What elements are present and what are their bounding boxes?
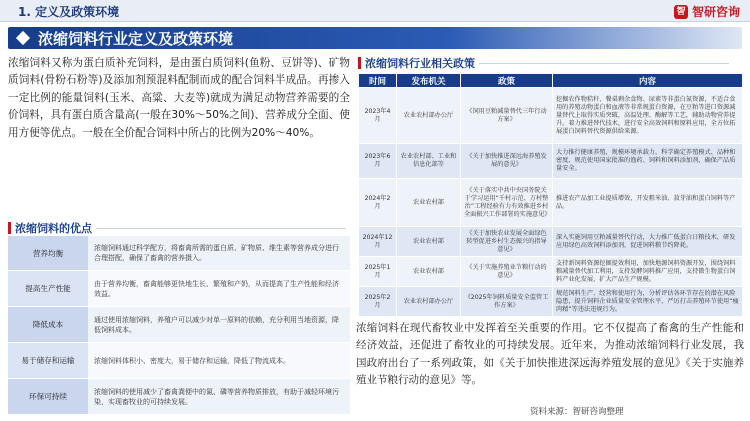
policy-name: 《2025年饲料质量安全监管工作方案》 <box>461 287 553 317</box>
advantages-table <box>8 236 350 415</box>
table-row <box>359 88 743 144</box>
intro-paragraph: 浓缩饲料又称为蛋白质补充饲料，是由蛋白质饲料(鱼粉、豆饼等)、矿物质饲料(骨粉石粉等)及添加剂预混料配制而成的配合饲料半成品。再掺入一定比例的能量饲料(玉米、高粱、大麦等)就成为满足动物营养需要的全价饲料，具有蛋白质含量高(一般在30%～50%之间)、营养成分全面、使用方便等优点。一般在全价配合饲料中所占的比例为20%～40%。 <box>8 57 350 139</box>
policy-table <box>358 73 743 317</box>
column-header-time: 时间 <box>359 74 397 88</box>
policy-time: 2023年6月 <box>359 144 397 179</box>
table-row <box>359 227 743 257</box>
heading-divider <box>479 63 729 64</box>
policy-org: 农业农村部办公厅 <box>397 88 461 144</box>
advantages-heading <box>8 220 346 236</box>
policy-org: 农业农村部 <box>397 179 461 227</box>
title-banner <box>8 27 742 49</box>
policy-heading <box>358 55 729 71</box>
policy-org: 农业农村部、工业和信息化部等 <box>397 144 461 179</box>
table-row <box>8 343 350 379</box>
table-row <box>359 257 743 287</box>
policy-org: 农业农村部 <box>397 227 461 257</box>
table-row <box>8 379 350 415</box>
policy-time: 2024年12月 <box>359 227 397 257</box>
column-header-policy: 政策 <box>461 74 553 88</box>
policy-time: 2025年1月 <box>359 257 397 287</box>
table-row <box>359 144 743 179</box>
policy-content: 规范饲料生产、经营和使用行为，分析评估各环节存在的潜在风险隐患，提升饲料企业质量安全管理水平，严厉打击养殖环节使用“瘦肉精”等违法违规行为。 <box>553 287 743 317</box>
policy-name: 《关于加快农业发展全面绿色转型促进乡村生态振兴的指导意见》 <box>461 227 553 257</box>
advantage-value: 浓缩饲料的使用减少了畜禽粪便中的氮、磷等营养物质排放，有助于减轻环境污染，实现畜牧业的可持续发展。 <box>88 379 350 414</box>
logo-text: 智研咨询 <box>691 5 740 19</box>
advantages-heading-text: 浓缩饲料的优点 <box>15 222 92 235</box>
table-row <box>359 287 743 317</box>
policy-name: 《关于实施养殖业节粮行动的意见》 <box>461 257 553 287</box>
policy-org: 农业农村部 <box>397 257 461 287</box>
brand-logo <box>674 3 740 20</box>
table-row <box>8 271 350 307</box>
heading-divider <box>96 228 346 229</box>
policy-heading-text: 浓缩饲料行业相关政策 <box>365 57 475 70</box>
advantage-key: 营养均衡 <box>8 236 88 270</box>
page-title: 浓缩饲料行业定义及政策环境 <box>38 30 234 48</box>
section-title: 1. 定义及政策环境 <box>18 5 120 19</box>
policy-time: 2025年2月 <box>359 287 397 317</box>
advantage-key: 降低成本 <box>8 307 88 342</box>
policy-name: 《关于加快推进深远海养殖发展的意见》 <box>461 144 553 179</box>
advantage-value: 由于营养均衡，畜禽能够更快地生长、繁殖和产奶，从而提高了生产性能和经济效益。 <box>88 271 350 306</box>
advantage-key: 提高生产性能 <box>8 271 88 306</box>
policy-time: 2024年2月 <box>359 179 397 227</box>
heading-marker-icon <box>8 222 11 234</box>
policy-time: 2023年4月 <box>359 88 397 144</box>
policy-content: 大力推行健康养殖，规模环境承载力，科学确定养殖模式、品种和密度，规范使用国家批准的渔药、饲料和饲料添加剂，确保产品质量安全。 <box>553 144 743 179</box>
policy-content: 推进农产品加工业提质增效，开发粗米油、菽芽油和蛋白饲料等产品。 <box>553 179 743 227</box>
conclusion-paragraph: 浓缩饲料在现代畜牧业中发挥着至关重要的作用。它不仅提高了畜禽的生产性能和经济效益，还促进了畜牧业的可持续发展。近年来，为推动浓缩饲料行业发展，我国政府出台了一系列政策，如《关于加快推进深远海养殖发展的意见》《关于实施养殖业节粮行动的意见》等。 <box>356 322 744 387</box>
advantage-value: 浓缩饲料体积小、密度大，易于储存和运输，降低了物流成本。 <box>88 343 350 378</box>
policy-name: 《关于落实中共中央国务院关于学习运用“千村示范、万村整治”工程经验有力有效推进乡村全面振兴工作部署的实施意见》 <box>461 179 553 227</box>
column-header-org: 发布机关 <box>397 74 461 88</box>
column-header-content: 内容 <box>553 74 743 88</box>
policy-name: 《饲用豆粕减量替代三年行动方案》 <box>461 88 553 144</box>
table-row <box>359 179 743 227</box>
heading-marker-icon <box>358 57 361 69</box>
policy-content: 深入实施饲用豆粕减量替代行动，大力推广低蛋白日粮技术，研发应用绿色高效饲料添加剂，促进饲料粮节约降耗。 <box>553 227 743 257</box>
advantage-key: 易于储存和运输 <box>8 343 88 378</box>
table-row <box>8 307 350 343</box>
policy-header-row <box>359 74 743 88</box>
top-header-bar <box>0 0 750 22</box>
advantage-value: 浓缩饲料通过科学配方，将畜禽所需的蛋白质、矿物质、维生素等营养成分进行合理搭配，确保了畜禽的营养摄入。 <box>88 236 350 270</box>
diamond-icon <box>16 31 30 45</box>
source-note: 资料来源：智研咨询整理 <box>530 407 624 417</box>
logo-icon: 智 <box>674 5 688 19</box>
advantage-value: 通过使用浓缩饲料，养殖户可以减少对单一原料的依赖，充分利用当地资源，降低饲料成本。 <box>88 307 350 342</box>
policy-org: 农业农村部办公厅 <box>397 287 461 317</box>
policy-content: 支持新饲料资源挖掘提效利用，加快地源饲料资源开发，围绕饲料粮减量替代加工利用，支持发酵饲料推广应用，支持微生物蛋白饲料产业化发展，扩大产品生产规模。 <box>553 257 743 287</box>
table-row <box>8 236 350 271</box>
policy-content: 挖掘农作物秸秆、餐桌剩余食物、尿素等非蛋白氮资源，不适合食用的养殖动物蛋白和血液等非常规蛋白资源，在豆粕等进口资源减量替代上取得实质突破，高温处理、酶解等工艺，辅助动物营养提升。着力推进替代技术，进行安全高效饲料和原料应用，全方位拓展蛋白饲料替代资源供给来源。 <box>553 88 743 144</box>
advantage-key: 环保可持续 <box>8 379 88 414</box>
